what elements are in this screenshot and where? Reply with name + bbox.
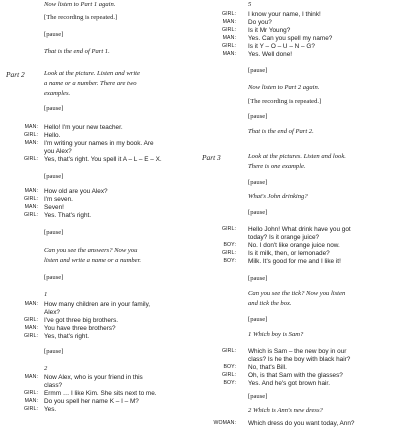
- dialogue-text: Milk. It's good for me and I like it!: [248, 258, 341, 265]
- speaker-label: GIRL:: [221, 226, 236, 232]
- dialogue-text: Alex?: [44, 309, 60, 316]
- pause-marker: [pause]: [44, 31, 64, 38]
- dialogue-text: Is it Y – O – U – N – G?: [248, 43, 315, 50]
- dialogue-text: Ermm … I like Kim. She sits next to me.: [44, 390, 157, 397]
- dialogue-text: You have three brothers?: [44, 325, 116, 332]
- speaker-label: GIRL:: [23, 406, 38, 412]
- question-number-5: 5: [248, 1, 252, 8]
- speaker-label: BOY:: [223, 380, 236, 386]
- dialogue-text: Yes. Well done!: [248, 51, 293, 58]
- speaker-label: MAN:: [24, 301, 38, 307]
- dialogue-text: Is it milk, then, or lemonade?: [248, 250, 330, 257]
- speaker-label: GIRL:: [221, 250, 236, 256]
- dialogue-text: How many children are in your family,: [44, 301, 151, 308]
- dialogue-text: How old are you Alex?: [44, 188, 108, 195]
- dialogue-text: I know your name, I think!: [248, 11, 321, 18]
- pause-marker: [pause]: [248, 209, 268, 216]
- dialogue-text: class?: [44, 382, 63, 389]
- speaker-label: GIRL:: [221, 27, 236, 33]
- instruction-listen-again: Now listen to Part 1 again.: [44, 1, 116, 8]
- speaker-label: MAN:: [24, 140, 38, 146]
- see-answers-2: listen and write a name or a number.: [44, 257, 142, 264]
- dialogue-text: Hello John! What drink have you got: [248, 226, 351, 233]
- repeated-note: [The recording is repeated.]: [44, 14, 118, 21]
- speaker-label: WOMAN:: [213, 420, 236, 426]
- speaker-label: MAN:: [24, 398, 38, 404]
- pause-marker: [pause]: [248, 179, 268, 186]
- speaker-label: MAN:: [222, 35, 236, 41]
- pause-marker: [pause]: [44, 105, 64, 112]
- dialogue-text: Which is Sam – the new boy in our: [248, 348, 347, 355]
- see-tick-1: Can you see the tick? Now you listen: [248, 290, 346, 297]
- see-tick-2: and tick the box.: [248, 300, 292, 307]
- pause-marker: [pause]: [248, 275, 268, 282]
- dialogue-text: today? Is it orange juice?: [248, 234, 320, 241]
- dialogue-text: Hello! I'm your new teacher.: [44, 124, 123, 131]
- part2-instruction-1: Look at the picture. Listen and write: [44, 70, 140, 77]
- speaker-label: BOY:: [223, 364, 236, 370]
- dialogue-text: Yes.: [44, 406, 57, 413]
- speaker-label: GIRL:: [23, 390, 38, 396]
- dialogue-text: Seven!: [44, 204, 64, 211]
- dialogue-text: Do you spell her name K – I – M?: [44, 398, 139, 405]
- dialogue-text: No, that's Bill.: [248, 364, 287, 371]
- dialogue-text: Which dress do you want today, Ann?: [248, 420, 355, 427]
- part2-instruction-3: examples.: [44, 90, 71, 97]
- speaker-label: GIRL:: [23, 212, 38, 218]
- speaker-label: MAN:: [222, 51, 236, 57]
- speaker-label: GIRL:: [23, 317, 38, 323]
- dialogue-text: Is it Mr Young?: [248, 27, 291, 34]
- dialogue-text: Oh, is that Sam with the glasses?: [248, 372, 343, 379]
- dialogue-text: No. I don't like orange juice now.: [248, 242, 340, 249]
- speaker-label: MAN:: [24, 188, 38, 194]
- repeated-note: [The recording is repeated.]: [248, 98, 322, 105]
- speaker-label: MAN:: [24, 325, 38, 331]
- dialogue-text: Yes. That's right.: [44, 212, 92, 219]
- pause-marker: [pause]: [44, 274, 64, 281]
- speaker-label: BOY:: [223, 242, 236, 248]
- dialogue-text: Now Alex, who is your friend in this: [44, 374, 143, 381]
- speaker-label: MAN:: [222, 19, 236, 25]
- part3-instruction-2: There is one example.: [248, 163, 306, 170]
- dialogue-text: Yes, that's right.: [44, 333, 90, 340]
- speaker-label: GIRL:: [221, 11, 236, 17]
- speaker-label: MAN:: [24, 374, 38, 380]
- pause-marker: [pause]: [248, 393, 268, 400]
- pause-marker: [pause]: [44, 229, 64, 236]
- dialogue-text: Yes. And he's got brown hair.: [248, 380, 330, 387]
- example-question: What's John drinking?: [248, 193, 308, 200]
- dialogue-text: Yes. Can you spell my name?: [248, 35, 333, 42]
- part2-label: Part 2: [6, 70, 25, 79]
- question-1-label: 1 Which boy is Sam?: [248, 331, 304, 338]
- speaker-label: MAN:: [24, 204, 38, 210]
- speaker-label: GIRL:: [23, 156, 38, 162]
- question-2-label: 2 Which is Ann's new dress?: [248, 407, 323, 414]
- pause-marker: [pause]: [44, 173, 64, 180]
- part2-instruction-2: a name or a number. There are two: [44, 80, 137, 87]
- speaker-label: GIRL:: [221, 372, 236, 378]
- part3-instruction-1: Look at the pictures. Listen and look.: [248, 153, 346, 160]
- pause-marker: [pause]: [248, 67, 268, 74]
- instruction-listen-again: Now listen to Part 2 again.: [248, 84, 320, 91]
- question-number-1: 1: [44, 291, 48, 298]
- pause-marker: [pause]: [248, 316, 268, 323]
- dialogue-text: I've got three big brothers.: [44, 317, 119, 324]
- speaker-label: GIRL:: [221, 43, 236, 49]
- dialogue-text: Do you?: [248, 19, 272, 26]
- speaker-label: GIRL:: [23, 132, 38, 138]
- pause-marker: [pause]: [248, 113, 268, 120]
- dialogue-text: I'm writing your names in my book. Are: [44, 140, 154, 147]
- dialogue-text: Yes, that's right. You spell it A – L – E – X.: [44, 156, 162, 163]
- see-answers-1: Can you see the answers? Now you: [44, 247, 138, 254]
- speaker-label: GIRL:: [23, 333, 38, 339]
- speaker-label: BOY:: [223, 258, 236, 264]
- dialogue-text: Hello.: [44, 132, 61, 139]
- end-of-part1: That is the end of Part 1.: [44, 48, 110, 55]
- speaker-label: GIRL:: [23, 196, 38, 202]
- end-of-part2: That is the end of Part 2.: [248, 128, 314, 135]
- pause-marker: [pause]: [44, 348, 64, 355]
- question-number-2: 2: [44, 365, 48, 372]
- dialogue-text: class? Is he the boy with black hair?: [248, 356, 351, 363]
- part3-label: Part 3: [202, 153, 221, 162]
- dialogue-text: you Alex?: [44, 148, 72, 155]
- speaker-label: GIRL:: [221, 348, 236, 354]
- speaker-label: MAN:: [24, 124, 38, 130]
- dialogue-text: I'm seven.: [44, 196, 73, 203]
